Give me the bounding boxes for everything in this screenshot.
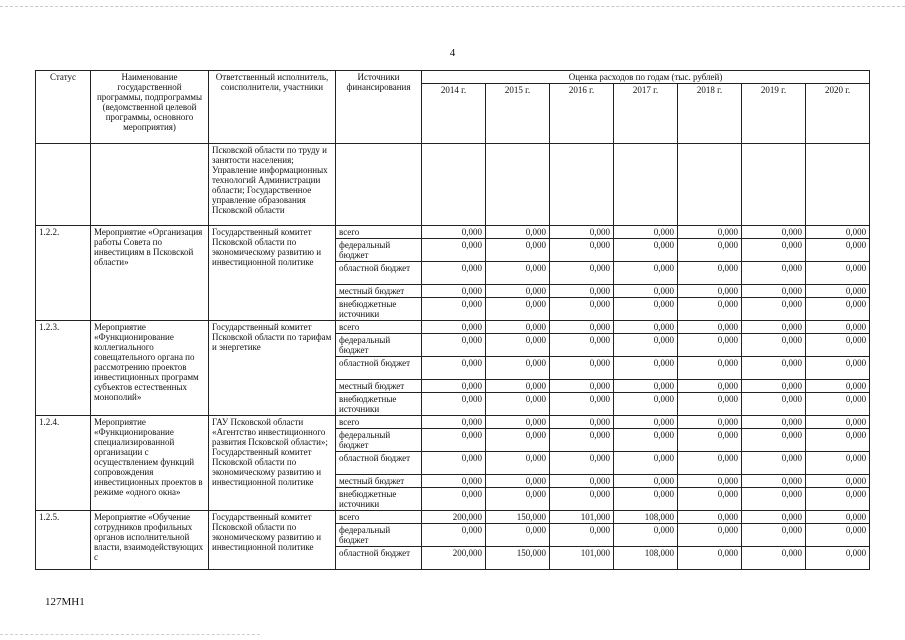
amount-cell: 0,000: [678, 452, 742, 475]
amount-cell: 0,000: [422, 524, 486, 547]
funding-source-label: федеральный бюджет: [336, 524, 422, 547]
funding-source-label: местный бюджет: [336, 285, 422, 298]
amount-cell: 0,000: [486, 321, 550, 334]
amount-cell: 0,000: [422, 380, 486, 393]
funding-source-label: областной бюджет: [336, 357, 422, 380]
funding-source-label: областной бюджет: [336, 262, 422, 285]
header-year: 2020 г.: [806, 84, 870, 144]
amount-cell: 0,000: [550, 416, 614, 429]
amount-cell: 150,000: [486, 511, 550, 524]
amount-cell: 0,000: [550, 262, 614, 285]
amount-cell: 0,000: [422, 429, 486, 452]
item-status: 1.2.2.: [36, 226, 91, 321]
amount-cell: 0,000: [806, 357, 870, 380]
amount-cell: 0,000: [486, 262, 550, 285]
amount-cell: 0,000: [614, 285, 678, 298]
amount-cell: 0,000: [614, 416, 678, 429]
amount-cell: 0,000: [806, 298, 870, 321]
amount-cell: 0,000: [678, 262, 742, 285]
amount-cell: 0,000: [550, 393, 614, 416]
amount-cell: 0,000: [614, 334, 678, 357]
amount-cell: 0,000: [486, 524, 550, 547]
amount-cell: 108,000: [614, 547, 678, 570]
amount-cell: 0,000: [614, 262, 678, 285]
amount-cell: 0,000: [742, 524, 806, 547]
amount-cell: 0,000: [678, 357, 742, 380]
item-responsible: Государственный комитет Псковской области по экономическому развитию и инвестиционной политике: [209, 226, 336, 321]
amount-cell: 0,000: [422, 285, 486, 298]
amount-cell: 0,000: [550, 488, 614, 511]
amount-cell: 0,000: [422, 452, 486, 475]
amount-cell: 0,000: [678, 334, 742, 357]
amount-cell: 0,000: [742, 488, 806, 511]
amount-cell: 0,000: [550, 380, 614, 393]
amount-cell: 0,000: [742, 285, 806, 298]
amount-cell: 0,000: [678, 239, 742, 262]
amount-cell: 0,000: [422, 393, 486, 416]
amount-cell: 0,000: [486, 452, 550, 475]
amount-cell: 0,000: [742, 547, 806, 570]
amount-cell: 0,000: [486, 380, 550, 393]
header-year: 2019 г.: [742, 84, 806, 144]
amount-cell: 0,000: [806, 393, 870, 416]
item-status: 1.2.4.: [36, 416, 91, 511]
item-name: Мероприятие «Функционирование коллегиального совещательного органа по рассмотрению проектов инвестиционных программ субъектов естественных монополий»: [91, 321, 209, 416]
amount-cell: 0,000: [486, 488, 550, 511]
funding-source-label: внебюджетные источники: [336, 393, 422, 416]
amount-cell: 150,000: [486, 547, 550, 570]
continuation-row: [36, 144, 870, 226]
amount-cell: 0,000: [486, 357, 550, 380]
amount-cell: 0,000: [486, 393, 550, 416]
amount-cell: 0,000: [678, 524, 742, 547]
budget-table: [35, 70, 870, 570]
amount-cell: 0,000: [678, 226, 742, 239]
amount-cell: 0,000: [614, 488, 678, 511]
amount-cell: 0,000: [678, 475, 742, 488]
amount-cell: 0,000: [486, 334, 550, 357]
amount-cell: 0,000: [678, 429, 742, 452]
amount-cell: 0,000: [486, 475, 550, 488]
amount-cell: 0,000: [550, 452, 614, 475]
header-sources: Источники финансирования: [336, 71, 422, 144]
item-status: 1.2.3.: [36, 321, 91, 416]
amount-cell: 0,000: [806, 262, 870, 285]
amount-cell: 0,000: [422, 262, 486, 285]
funding-source-label: всего: [336, 226, 422, 239]
amount-cell: 0,000: [486, 429, 550, 452]
item-name: Мероприятие «Функционирование специализированной организации с осуществлением функций сопровождения инвестиционных проектов в режиме «одного окна»: [91, 416, 209, 511]
amount-cell: 0,000: [678, 298, 742, 321]
amount-cell: 0,000: [614, 452, 678, 475]
amount-cell: 0,000: [550, 334, 614, 357]
amount-cell: 0,000: [806, 380, 870, 393]
amount-cell: 0,000: [486, 226, 550, 239]
header-year: 2016 г.: [550, 84, 614, 144]
header-year: 2018 г.: [678, 84, 742, 144]
amount-cell: 0,000: [806, 239, 870, 262]
amount-cell: 0,000: [806, 285, 870, 298]
amount-cell: 0,000: [806, 321, 870, 334]
amount-cell: 0,000: [614, 357, 678, 380]
amount-cell: 101,000: [550, 547, 614, 570]
amount-cell: 101,000: [550, 511, 614, 524]
amount-cell: 0,000: [678, 380, 742, 393]
amount-cell: 0,000: [614, 226, 678, 239]
amount-cell: 0,000: [486, 239, 550, 262]
header-estimate-group: Оценка расходов по годам (тыс. рублей): [422, 71, 870, 84]
amount-cell: 0,000: [678, 488, 742, 511]
amount-cell: 0,000: [742, 226, 806, 239]
amount-cell: 0,000: [806, 226, 870, 239]
amount-cell: 0,000: [614, 524, 678, 547]
item-name: Мероприятие «Обучение сотрудников профильных органов исполнительной власти, взаимодействующих с: [91, 511, 209, 570]
amount-cell: 0,000: [742, 429, 806, 452]
amount-cell: 0,000: [550, 524, 614, 547]
amount-cell: 0,000: [550, 285, 614, 298]
item-status: 1.2.5.: [36, 511, 91, 570]
amount-cell: 0,000: [678, 416, 742, 429]
amount-cell: 0,000: [422, 334, 486, 357]
amount-cell: 0,000: [742, 262, 806, 285]
table-row: [36, 416, 870, 429]
amount-cell: 0,000: [614, 239, 678, 262]
page-number: 4: [449, 47, 456, 59]
amount-cell: 200,000: [422, 511, 486, 524]
amount-cell: 0,000: [806, 452, 870, 475]
amount-cell: 0,000: [614, 475, 678, 488]
amount-cell: 0,000: [614, 393, 678, 416]
amount-cell: 0,000: [678, 285, 742, 298]
amount-cell: 0,000: [550, 239, 614, 262]
amount-cell: 0,000: [550, 475, 614, 488]
amount-cell: 0,000: [742, 334, 806, 357]
funding-source-label: внебюджетные источники: [336, 488, 422, 511]
amount-cell: 0,000: [550, 321, 614, 334]
scan-edge-top: [0, 6, 905, 7]
funding-source-label: всего: [336, 511, 422, 524]
amount-cell: 0,000: [614, 298, 678, 321]
table-row: [36, 321, 870, 334]
amount-cell: 0,000: [742, 452, 806, 475]
amount-cell: 0,000: [550, 429, 614, 452]
header-name: Наименование государственной программы, подпрограммы (ведомственной целевой программы, основного мероприятия): [91, 71, 209, 144]
amount-cell: 0,000: [422, 239, 486, 262]
amount-cell: 0,000: [422, 298, 486, 321]
amount-cell: 0,000: [806, 511, 870, 524]
amount-cell: 0,000: [742, 380, 806, 393]
amount-cell: 0,000: [422, 416, 486, 429]
amount-cell: 0,000: [742, 298, 806, 321]
amount-cell: 0,000: [422, 357, 486, 380]
table-row: [36, 511, 870, 524]
header-status: Статус: [36, 71, 91, 144]
funding-source-label: всего: [336, 321, 422, 334]
scan-edge-bottom: [0, 634, 260, 635]
funding-source-label: федеральный бюджет: [336, 239, 422, 262]
continuation-status-cell: [36, 144, 91, 226]
amount-cell: 0,000: [742, 357, 806, 380]
funding-source-label: местный бюджет: [336, 475, 422, 488]
continuation-name-cell: [91, 144, 209, 226]
funding-source-label: всего: [336, 416, 422, 429]
table-row: [36, 226, 870, 239]
header-responsible: Ответственный исполнитель, соисполнители, участники: [209, 71, 336, 144]
amount-cell: 0,000: [614, 380, 678, 393]
amount-cell: 200,000: [422, 547, 486, 570]
amount-cell: 0,000: [486, 298, 550, 321]
item-responsible: Государственный комитет Псковской области по экономическому развитию и инвестиционной политике: [209, 511, 336, 570]
header-year: 2015 г.: [486, 84, 550, 144]
amount-cell: 0,000: [486, 285, 550, 298]
funding-source-label: федеральный бюджет: [336, 429, 422, 452]
amount-cell: 0,000: [678, 547, 742, 570]
amount-cell: 0,000: [422, 488, 486, 511]
amount-cell: 0,000: [422, 475, 486, 488]
header-year: 2017 г.: [614, 84, 678, 144]
amount-cell: 0,000: [614, 429, 678, 452]
amount-cell: 0,000: [806, 547, 870, 570]
amount-cell: 0,000: [742, 511, 806, 524]
item-responsible: ГАУ Псковской области «Агентство инвестиционного развития Псковской области»; Государственный комитет Псковской области по экономическому развитию и инвестиционной политике: [209, 416, 336, 511]
amount-cell: 0,000: [550, 357, 614, 380]
amount-cell: 0,000: [614, 321, 678, 334]
amount-cell: 0,000: [422, 321, 486, 334]
amount-cell: 0,000: [806, 524, 870, 547]
amount-cell: 0,000: [486, 416, 550, 429]
funding-source-label: областной бюджет: [336, 547, 422, 570]
amount-cell: 0,000: [806, 416, 870, 429]
amount-cell: 0,000: [742, 321, 806, 334]
amount-cell: 0,000: [742, 475, 806, 488]
item-name: Мероприятие «Организация работы Совета по инвестициям в Псковской области»: [91, 226, 209, 321]
amount-cell: 0,000: [806, 334, 870, 357]
funding-source-label: внебюджетные источники: [336, 298, 422, 321]
amount-cell: 0,000: [678, 321, 742, 334]
item-responsible: Государственный комитет Псковской области по тарифам и энергетике: [209, 321, 336, 416]
header-year: 2014 г.: [422, 84, 486, 144]
footer-code: 127МН1: [45, 596, 85, 608]
amount-cell: 0,000: [806, 429, 870, 452]
funding-source-label: областной бюджет: [336, 452, 422, 475]
funding-source-label: федеральный бюджет: [336, 334, 422, 357]
amount-cell: 0,000: [806, 475, 870, 488]
amount-cell: 0,000: [742, 416, 806, 429]
amount-cell: 0,000: [550, 298, 614, 321]
amount-cell: 0,000: [806, 488, 870, 511]
funding-source-label: местный бюджет: [336, 380, 422, 393]
amount-cell: 0,000: [422, 226, 486, 239]
amount-cell: 0,000: [678, 393, 742, 416]
amount-cell: 108,000: [614, 511, 678, 524]
amount-cell: 0,000: [550, 226, 614, 239]
continuation-responsible: Псковской области по труду и занятости населения; Управление информационных технологий Администрации области; Государственное управление образования Псковской области: [209, 144, 336, 226]
amount-cell: 0,000: [742, 393, 806, 416]
amount-cell: 0,000: [678, 511, 742, 524]
amount-cell: 0,000: [742, 239, 806, 262]
